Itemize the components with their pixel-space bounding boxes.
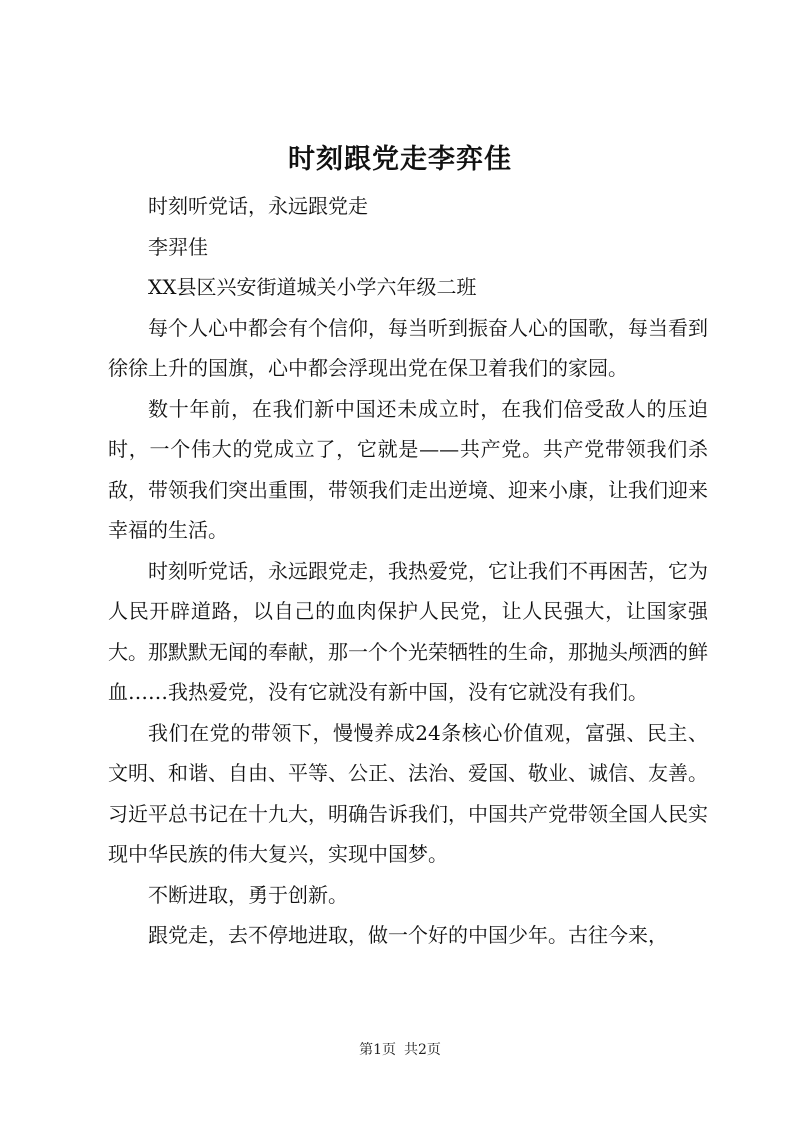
paragraph-school: XX县区兴安街道城关小学六年级二班	[148, 275, 477, 299]
paragraph: 跟党走，去不停地进取，做一个好的中国少年。古往今来，	[148, 923, 668, 947]
paragraph-author: 李羿佳	[148, 234, 208, 259]
paragraph: 我们在党的带领下，慢慢养成24条核心价值观，富强、民主、文明、和谐、自由、平等、公正、法治、爱国、敬业、诚信、友善。习近平总书记在十九大，明确告诉我们，中国共产党带领全国人民实现中华民族的伟大复兴，实现中国梦。	[108, 720, 708, 866]
page-number: 第1页	[359, 1042, 396, 1058]
paragraph: 数十年前，在我们新中国还未成立时，在我们倍受敌人的压迫时，一个伟大的党成立了，它就是——共产党。共产党带领我们杀敌，带领我们突出重围，带领我们走出逆境、迎来小康，让我们迎来幸福的生活。	[108, 396, 708, 542]
paragraph: 不断进取，勇于创新。	[148, 882, 348, 907]
paragraph-subtitle: 时刻听党话，永远跟党走	[148, 194, 368, 218]
page-footer	[0, 1040, 800, 1060]
paragraph: 时刻听党话，永远跟党走，我热爱党，它让我们不再困苦，它为人民开辟道路，以自己的血肉保护人民党，让人民强大，让国家强大。那默默无闻的奉献，那一个个光荣牺牲的生命，那抛头颅洒的鲜血……我热爱党，没有它就没有新中国，没有它就没有我们。	[108, 558, 708, 704]
paragraph: 每个人心中都会有个信仰，每当听到振奋人心的国歌，每当看到徐徐上升的国旗，心中都会浮现出党在保卫着我们的家园。	[108, 315, 708, 380]
document-body	[108, 186, 708, 956]
page-total: 共2页	[404, 1042, 441, 1058]
page-title: 时刻跟党走李弈佳	[288, 144, 512, 175]
